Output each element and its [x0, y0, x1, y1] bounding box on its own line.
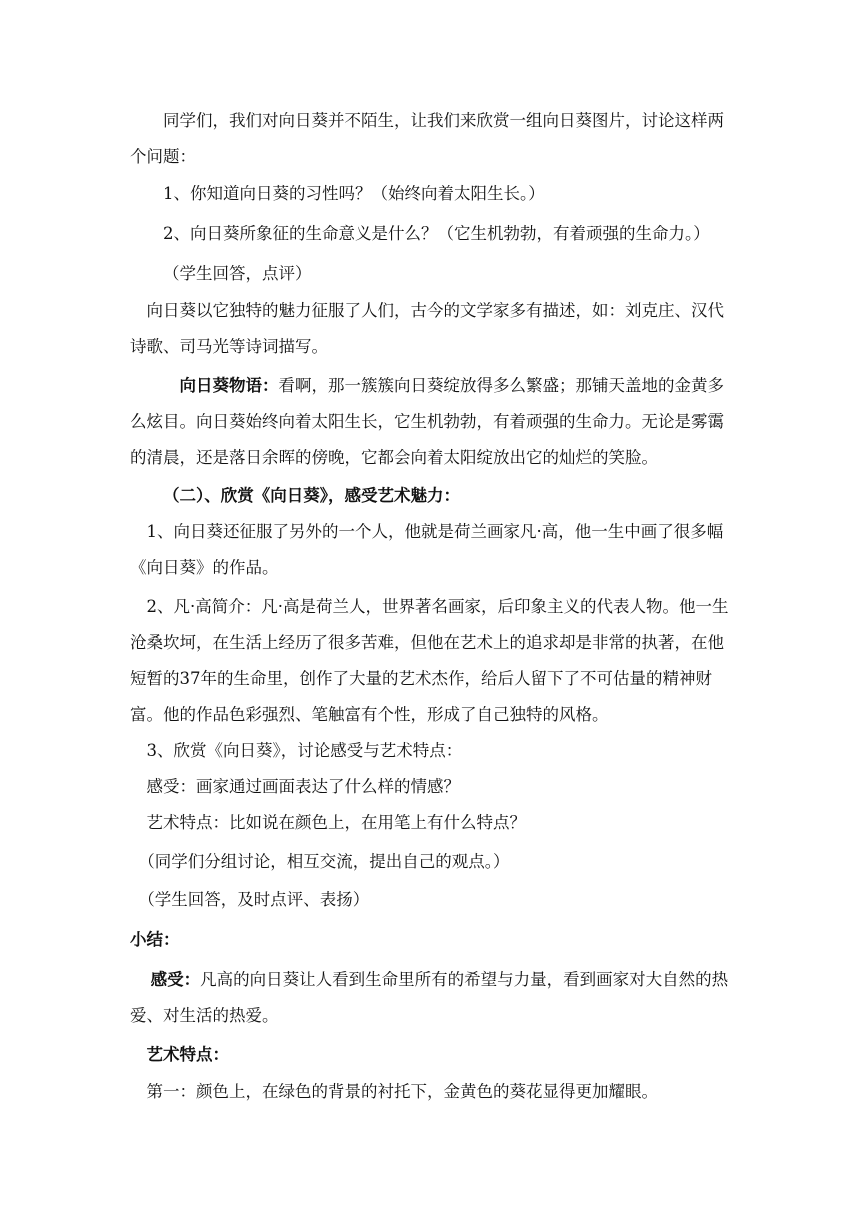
paragraph-art-question: [130, 805, 732, 841]
paragraph-color-feature: [130, 1074, 732, 1110]
summary-heading-text: 小结：: [130, 930, 180, 949]
question-1: [130, 176, 732, 212]
paragraph-van-gogh-1-text: 1、向日葵还征服了另外的一个人，他就是荷兰画家凡·高，他一生中画了很多幅《向日葵》的作品。: [130, 522, 724, 577]
summary-feeling-text: 凡高的向日葵让人看到生命里所有的希望与力量，看到画家对大自然的热爱、对生活的热爱。: [130, 970, 729, 1025]
sunflower-story-text: 看啊，那一簇簇向日葵绽放得多么繁盛；那铺天盖地的金黄多么炫目。向日葵始终向着太阳生长，它生机勃勃，有着顽强的生命力。无论是雾霭的清晨，还是落日余晖的傍晚，它都会向着太阳绽放出它的灿烂的笑脸。: [130, 376, 724, 467]
paragraph-summary-feeling: [130, 962, 732, 1034]
paragraph-student-response-text: （学生回答，及时点评、表扬）: [138, 890, 370, 909]
paragraph-sunflower-story: [130, 368, 732, 476]
paragraph-van-gogh-bio: [130, 589, 732, 733]
paragraph-intro: [130, 103, 732, 175]
paragraph-appreciate-text: 3、欣赏《向日葵》，讨论感受与艺术特点：: [146, 741, 463, 760]
paragraph-feeling-question: [130, 769, 732, 805]
section-heading-2-text: （二）、欣赏《向日葵》，感受艺术魅力：: [163, 486, 460, 505]
question-2-text: 2、向日葵所象征的生命意义是什么？（它生机勃勃，有着顽强的生命力。）: [163, 224, 710, 243]
paragraph-appreciate: [130, 733, 732, 769]
paragraph-literature: [130, 293, 732, 365]
paragraph-intro-text: 同学们，我们对向日葵并不陌生，让我们来欣赏一组向日葵图片，讨论这样两个问题：: [130, 111, 724, 166]
question-2: [130, 216, 732, 252]
paragraph-student-response: [130, 882, 732, 918]
summary-feeling-label: 感受：: [150, 970, 201, 989]
paragraph-van-gogh-bio-text: 2、凡·高简介：凡·高是荷兰人，世界著名画家，后印象主义的代表人物。他一生沧桑坎坷，在生活上经历了很多苦难，但他在艺术上的追求却是非常的执著，在他短暂的37年的生命里，创作了大量的艺术杰作，给后人留下了不可估量的精神财富。他的作品色彩强烈、笔触富有个性，形成了自己独特的风格。: [130, 597, 729, 724]
paragraph-art-question-text: 艺术特点：比如说在颜色上，在用笔上有什么特点？: [146, 813, 526, 832]
paragraph-literature-text: 向日葵以它独特的魅力征服了人们，古今的文学家多有描述，如：刘克庄、汉代诗歌、司马光等诗词描写。: [130, 301, 724, 356]
summary-heading: [130, 922, 732, 958]
paragraph-van-gogh-1: [130, 514, 732, 586]
paragraph-group-discussion: [130, 844, 732, 880]
paragraph-feeling-question-text: 感受：画家通过画面表达了什么样的情感？: [146, 777, 460, 796]
paragraph-group-discussion-text: （同学们分组讨论，相互交流，提出自己的观点。）: [138, 852, 510, 871]
art-features-heading-text: 艺术特点：: [146, 1045, 229, 1064]
sunflower-story-label: 向日葵物语：: [179, 376, 279, 395]
paragraph-color-feature-text: 第一：颜色上，在绿色的背景的衬托下，金黄色的葵花显得更加耀眼。: [146, 1082, 658, 1101]
question-1-text: 1、你知道向日葵的习性吗？（始终向着太阳生长。）: [163, 184, 545, 203]
student-answer-note-text: （学生回答，点评）: [163, 264, 312, 283]
section-heading-2: [130, 478, 732, 514]
art-features-heading: [130, 1037, 732, 1073]
student-answer-note: [130, 256, 732, 292]
